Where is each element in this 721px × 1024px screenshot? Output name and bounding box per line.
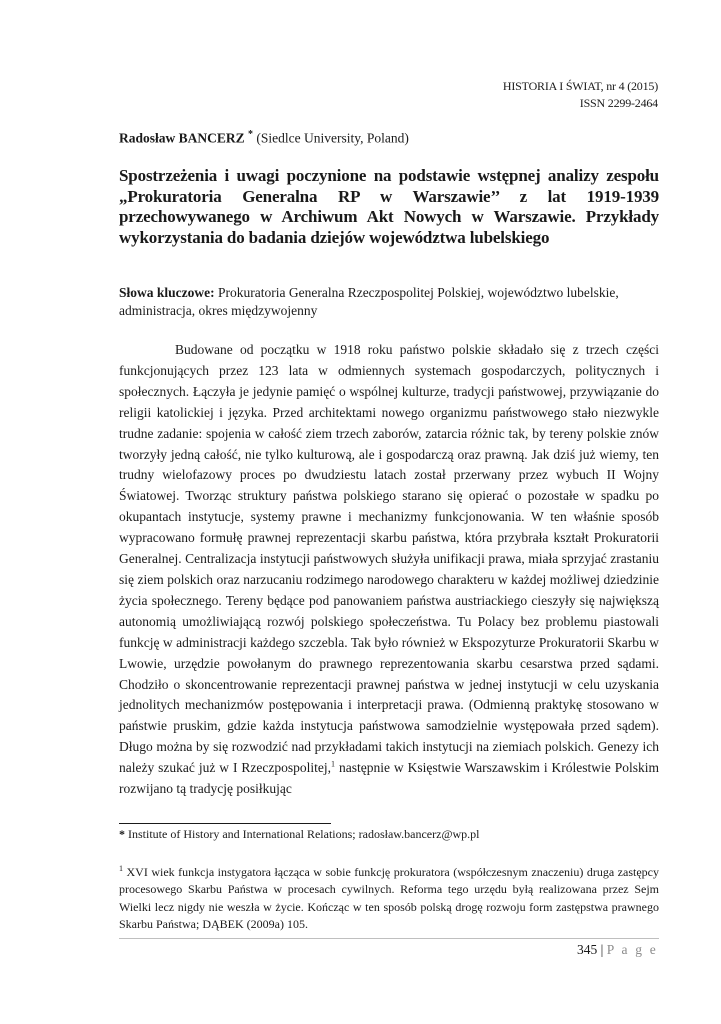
footnote-ref-1: 1 bbox=[331, 759, 336, 769]
footnote-1-text: XVI wiek funkcja instygatora łącząca w sobie funkcję prokuratora (współczesnym znaczeniu) druga zastępcy procesowego Skarbu Państwa w procesach cywilnych. Reforma tego urzędu byłą realizowana przez Sejm Wielki lecz nigdy nie weszła w życie. Kończąc w ten sposób polską drogę rozwoju form zastępstwa prawnego Skarbu Państwa; DĄBEK (2009a) 105. bbox=[119, 865, 659, 931]
journal-header bbox=[503, 78, 658, 112]
body-text-continuation: następnie w Księstwie Warszawskim i Królestwie Polskim rozwijano tą tradycję posiłkując bbox=[119, 760, 659, 797]
body-paragraph bbox=[119, 340, 659, 800]
page-footer bbox=[577, 941, 658, 958]
author-affiliation: (Siedlce University, Poland) bbox=[256, 130, 409, 146]
page-footer-separator: | bbox=[600, 942, 604, 957]
author-name: Radosław BANCERZ bbox=[119, 130, 245, 146]
footnote-1-mark: 1 bbox=[119, 864, 123, 873]
journal-issn: ISSN 2299-2464 bbox=[579, 96, 658, 110]
body-text-main: Budowane od początku w 1918 roku państwo polskie składało się z trzech części funkcjonujących przez 123 lata w odmiennych systemach gospodarczych, politycznych i społecznych. Łączyła je jedynie pamięć o wspólnej kulturze, tradycji państwowej, przywiązanie do religii katolickiej i języka. Przed architektami nowego organizmu państwowego stało niezwykle trudne zadanie: spojenia w całość ziem trzech zaborów, zatarcia różnic tak, by tereny polskie znów tworzyły jedną całość, nie tylko kulturową, ale i gospodarczą oraz prawną. Jak dziś już wiemy, ten trudny wielofazowy proces po dwudziestu latach został przerwany przez wybuch II Wojny Światowej. Tworząc struktury państwa polskiego starano się opierać o pozostałe w spadku po okupantach instytucje, systemy prawne i mechanizmy funkcjonowania. W ten właśnie sposób wypracowano formułę prawnej reprezentacji skarbu państwa, która przybrała kształt Prokuratorii Generalnej. Centralizacja instytucji państwowych służyła unifikacji prawa, miała sprzyjać zrastaniu się ziem polskich oraz narzucaniu rodzimego narodowego charakteru w każdej możliwej dziedzinie życia społecznego. Tereny będące pod panowaniem państwa austriackiego cieszyły się największą autonomią umożliwiającą rozwój polskiego społeczeństwa. Tu Polacy bez problemu piastowali funkcję w administracji każdego szczebla. Tak było również w Ekspozyturze Prokuratorii Skarbu w Lwowie, urzędzie powołanym do prawnego reprezentowania skarbu cesarstwa przed sądami. Chodziło o skoncentrowanie reprezentacji prawnej państwa w jednej instytucji w celu uzyskania jednolitych mechanizmów postępowania i interpretacji prawa. (Odmienną praktykę stosowano w państwie pruskim, gdzie każda instytucja państwowa samodzielnie występowała przed sądem). Długo można by się rozwodzić nad przykładami takich instytucji na ziemiach polskich. Genezy ich należy szukać już w I Rzeczpospolitej, bbox=[119, 342, 659, 776]
footnote-author-text: Institute of History and International Relations; radosław.bancerz@wp.pl bbox=[125, 827, 480, 841]
keywords bbox=[119, 284, 659, 320]
author-footnote-marker: * bbox=[248, 129, 254, 140]
footnote-1 bbox=[119, 864, 659, 933]
journal-title: HISTORIA I ŚWIAT, nr 4 (2015) bbox=[502, 79, 658, 93]
footer-rule bbox=[119, 938, 659, 939]
footnote-author-mark: * bbox=[119, 827, 125, 841]
author-line bbox=[119, 126, 409, 147]
page-word: P a g e bbox=[606, 942, 658, 957]
keywords-text: Prokuratoria Generalna Rzeczpospolitej Polskiej, województwo lubelskie, administracja, okres międzywojenny bbox=[119, 285, 619, 318]
article-title: Spostrzeżenia i uwagi poczynione na podstawie wstępnej analizy zespołu „Prokuratoria Generalna RP w Warszawie’’ z lat 1919-1939 przechowywanego w Archiwum Akt Nowych w Warszawie. Przykłady wykorzystania do badania dziejów województwa lubelskiego bbox=[119, 166, 659, 247]
page-number: 345 bbox=[577, 942, 598, 957]
footnote-separator bbox=[119, 823, 331, 824]
footnote-author bbox=[119, 827, 659, 842]
keywords-label: Słowa kluczowe: bbox=[119, 285, 215, 300]
